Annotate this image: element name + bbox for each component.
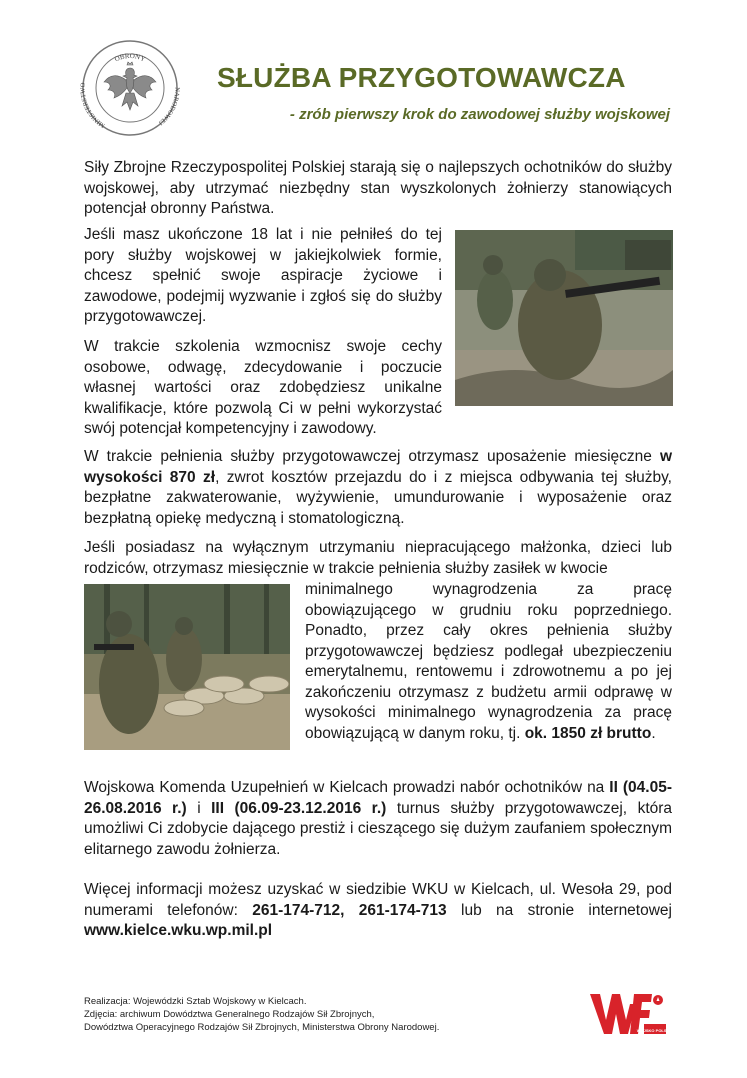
soldiers-training-photo [455, 230, 673, 406]
salary-amount: w wysokości 870 zł [84, 448, 672, 486]
paragraph-training: W trakcie szkolenia wzmocnisz swoje cechy osobowe, odwagę, zdecydowanie i poczucie własnej wartości oraz zdobędziesz unikalne kwalifikacje, które pozwolą Ci w pełni wykorzystać swój potencjał kompetencyjny i zawodowy. [84, 338, 442, 437]
svg-text:WOJSKO POLSKIE: WOJSKO POLSKIE [636, 1028, 674, 1033]
ministry-eagle-emblem-icon [80, 38, 180, 138]
paragraph-eligibility: Jeśli masz ukończone 18 lat i nie pełniłeś do tej pory służby wojskowej w jakiejkolwiek formie, chcesz spełnić swoje aspiracje życiowe i zawodowe, podejmij wyzwanie i zgłoś się do służby przygotowawczej. [84, 226, 442, 325]
paragraph-contact: Więcej informacji możesz uzyskać w siedzibie WKU w Kielcach, ul. Wesoła 29, pod numerami telefonów: 261-174-712, 261-174-713 lub na stronie internetowej www.kielce.wku.wp.mil.pl [84, 881, 672, 939]
svg-text:OBRONY: OBRONY [113, 51, 147, 64]
wojsko-polskie-logo-icon [588, 990, 674, 1040]
paragraph-recruitment: Wojskowa Komenda Uzupełnień w Kielcach prowadzi nabór ochotników na II (04.05-26.08.2016 r.) i III (06.09-23.12.2016 r.) turnus służby przygotowawczej, która umożliwi Ci zdobycie dającego prestiż i cieszącego się dużym zaufaniem społecznym elitarnego zawodu żołnierza. [84, 779, 673, 858]
phone-numbers: 261-174-712, 261-174-713 [252, 901, 447, 919]
svg-text:MINISTERSTWO: MINISTERSTWO [80, 82, 107, 129]
paragraph-intro: Siły Zbrojne Rzeczypospolitej Polskiej starają się o najlepszych ochotników do służby wojskowej, aby utrzymać niezbędny stan wyszkolonych żołnierzy stanowiących potencjał obronny Państwa. [84, 159, 672, 217]
paragraph-salary: W trakcie pełnienia służby przygotowawczej otrzymasz uposażenie miesięczne w wysokości 870 zł, zwrot kosztów przejazdu do i z miejsca odbywania tej służby, bezpłatne zakwaterowanie, wyżywienie, umundurowanie i wyposażenie oraz bezpłatną opiekę medyczną i stomatologiczną. [84, 448, 672, 527]
website-link[interactable]: www.kielce.wku.wp.mil.pl [84, 922, 273, 939]
paragraph-allowance-top: Jeśli posiadasz na wyłącznym utrzymaniu niepracującego małżonka, dzieci lub rodziców, otrzymasz miesięcznie w trakcie pełnienia służby zasiłek w kwocie [84, 539, 672, 577]
soldiers-assault-photo [84, 584, 290, 750]
svg-text:NARODOWEJ: NARODOWEJ [157, 87, 180, 127]
page-subtitle: - zrób pierwszy krok do zawodowej służby wojskowej [289, 106, 670, 123]
footer-credits: Realizacja: Wojewódzki Sztab Wojskowy w Kielcach. Zdjęcia: archiwum Dowództwa Generalnego Rodzajów Sił Zbrojnych, Dowództwa Operacyjnego Rodzajów Sił Zbrojnych, Ministerstwa Obrony Narodowej. [84, 996, 440, 1033]
page-title: SŁUŻBA PRZYGOTOWAWCZA [217, 62, 626, 93]
severance-amount: ok. 1850 zł brutto [524, 724, 652, 742]
paragraph-allowance-side: minimalnego wynagrodzenia za pracę obowiązującego w grudniu roku poprzedniego. Ponadto, przez cały okres pełnienia służby przygotowawczej będziesz podlegał ubezpieczeniu emerytalnemu, rentowemu i zdrowotnemu a po jej zakończeniu otrzymasz z budżetu armii odprawę w wysokości minimalnego wynagrodzenia za pracę obowiązującą w danym roku, tj. ok. 1850 zł brutto. [305, 581, 672, 742]
